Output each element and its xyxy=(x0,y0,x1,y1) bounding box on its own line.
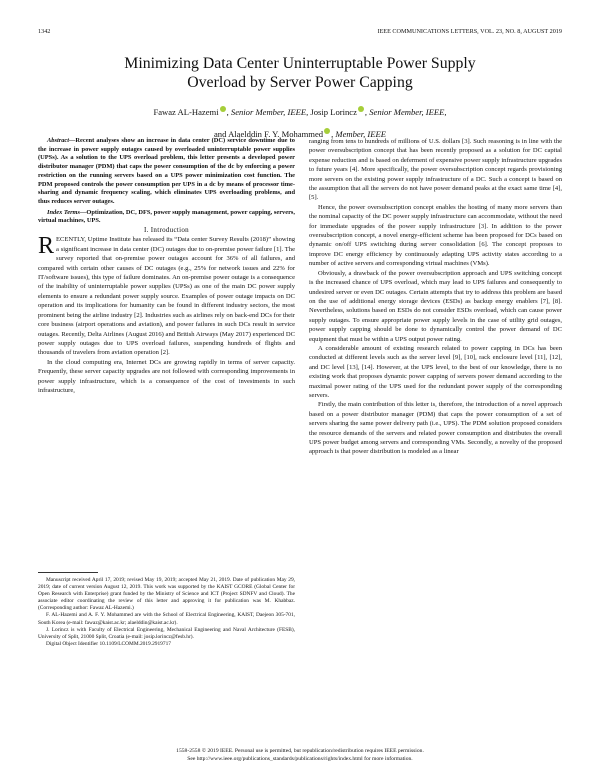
right-paragraph-4: A considerable amount of existing research related to power capping in DCs has been conducted at different levels such as the server level [9], [10], rack enclosure level [11], [12], and DC level [13], [14]. However, at the UPS level, to the best of our knowledge, there is no existing work that proposes dynamic power capping of servers power demand according to the maximal power rating of the UPS used for the redundant power supply of the corresponding servers. xyxy=(309,344,562,399)
orcid-icon[interactable] xyxy=(358,106,364,112)
footnotes xyxy=(38,577,295,648)
footnote-manuscript: Manuscript received April 17, 2019; revised May 19, 2019; accepted May 21, 2019. Date of publication May 29, 2019; date of current version August 12, 2019. This work was supported by the KAIST GCORE (Global Center for Open Research with Enterprise) grant funded by the Ministry of Science and ICT (Project SDNFV and Cloud). The associate editor coordinating the review of this letter and approving it for publication was M. Khabbaz. (Corresponding author: Fawaz AL-Hazemi.) xyxy=(38,577,295,612)
author-3-name: and Alaelddin F. Y. Mohammed xyxy=(213,129,324,139)
orcid-icon[interactable] xyxy=(324,128,330,134)
journal-name: IEEE COMMUNICATIONS LETTERS, VOL. 23, NO. 8, AUGUST 2019 xyxy=(377,28,562,35)
right-paragraph-5: Firstly, the main contribution of this letter is, therefore, the introduction of a novel approach based on a power distributor manager (PDM) that caps the power consumption of a set of servers sharing the same power delivery path (i.e., UPS). The PDM solution proposed considers the resource demands of the servers and related power consumption and distributes the overall UPS power budget among servers and corresponding VMs. Secondly, a novelty of the proposed approach is that power distribution is modeled as a linear xyxy=(309,401,562,456)
copyright-footer: 1558-2558 © 2019 IEEE. Personal use is permitted, but republication/redistribution requires IEEE permission. xyxy=(176,748,424,754)
author-line-1: Fawaz AL-Hazemi , Senior Member, IEEE, Josip Lorincz , Senior Member, IEEE, xyxy=(153,107,447,117)
page-number: 1342 xyxy=(38,28,51,35)
index-terms-label: Index Terms— xyxy=(47,208,87,216)
drop-cap: R xyxy=(38,233,55,260)
abstract-label: Abstract— xyxy=(47,137,76,144)
author-1-name: Fawaz AL-Hazemi xyxy=(153,107,219,117)
footnote-doi: Digital Object Identifier 10.1109/LCOMM.2019.2919717 xyxy=(46,640,171,647)
author-2-role: Senior Member, IEEE xyxy=(369,107,445,117)
abstract xyxy=(38,137,295,207)
right-paragraph-2: Hence, the power oversubscription concept enables the hosting of many more servers than the nominal capacity of the DC power supply infrastructure can accommodate, without the need for immediate upgrades of the power supply infrastructure [3]. In addition to the power oversubscription concept, a novel energy-efficient scheme has been proposed for DCs based on dynamic on/off UPS switching during server consolidation [6]. The concept proposes to improve DC energy efficiency by continuously adapting UPS activity states according to a number of active servers and corresponding virtual machines (VMs). xyxy=(309,203,562,268)
footnote-divider xyxy=(38,572,98,573)
intro-paragraph-1 xyxy=(38,235,295,357)
title-line-2: Overload by Server Power Capping xyxy=(187,73,413,91)
abstract-text: Recent analyses show an increase in data center (DC) service downtime due to the increase in power supply outages caused by overloaded uninterruptable power supplies (UPSs). As a solution to the UPS overload problem, this letter presents a developed power distributor manager (PDM) that caps the power consumption of the dc by enforcing a power restriction on the running servers based on a UPS power minimization cost function. The PDM proposed controls the power consumption per UPS in a dc by means of processor time-sharing and dynamic frequency scaling, which eliminates UPS overloading problems, and thus reduces server outages. xyxy=(38,137,295,205)
index-terms-text: Optimization, DC, DFS, power supply management, power capping, servers, virtual machines, UPS. xyxy=(38,208,295,225)
intro-paragraph-2: In the cloud computing era, Internet DCs are growing rapidly in terms of server capacity. Frequently, these server capacity upgrades are not followed with corresponding improvements in power supply infrastructure, which is a consequence of the cost of investments in such infrastructure, xyxy=(38,358,295,394)
rights-link-footer[interactable]: See http://www.ieee.org/publications_standards/publications/rights/index.html for more information. xyxy=(187,756,413,762)
footnote-affiliation-2: J. Lorincz is with Faculty of Electrical Engineering, Mechanical Engineering and Naval Architecture (FESB), University of Split, 21000 Split, Croatia (e-mail: josip.lorincz@fesb.hr). xyxy=(38,626,295,640)
left-column xyxy=(38,137,295,395)
author-3-role: Member, IEEE xyxy=(335,129,386,139)
paper-title xyxy=(0,55,600,92)
running-header xyxy=(38,28,562,38)
author-1-role: Senior Member, IEEE xyxy=(230,107,307,117)
title-line-1: Minimizing Data Center Uninterruptable Power Supply xyxy=(124,55,476,72)
right-column xyxy=(309,137,562,457)
intro-paragraph-1-text: ECENTLY, Uptime Institute has released its “Data center Survey Results (2018)” showing a significant increase in data center (DC) outages due to on-premise power failure [1]. The survey reported that on-premise power outages account for 36% of all failures, and compared with certain other causes of DC outages (e.g., 25% for network issues and 22% for IT/software issues), this type of failure dominates. An on-premise power outage is a consequence of the inability of uninterruptable power supplies (UPSs) as one of the main DC power supply elements to ensure a redundant power supply source. Examples of power outage impacts on DC operation and its implications for humanity can be found in different industry sectors, the most prominent being the airline industry [2]. Industries such as airlines rely on back-end DCs for their core business (airport operations and aviation), and power failures in such DCs result in service outages. Recently, Delta Airlines (August 2016) and British Airways (May 2017) experienced DC power supply outages due to UPS overload failures, suspending hundreds of flights and thousands of travelers from aviation operation [2]. xyxy=(38,236,295,357)
index-terms xyxy=(38,209,295,226)
right-paragraph-3: Obviously, a drawback of the power oversubscription approach and UPS switching concept is the increased chance of UPS overload, which may lead to UPS failures and consequently to undesired server or even DC outages. Certain attempts that try to address this problem are based on the use of additional energy storage devices (ESDs) as backup energy enablers [7], [8]. Nevertheless, solutions based on ESDs do not consider ESDs overload, which can cause power supply outages. To ensure appropriate power supply levels in the case of utility grid outages, power supply capping should be done to dynamically control the power demand of DC equipment that must be within a UPS output power rating. xyxy=(309,269,562,343)
author-line-2: and Alaelddin F. Y. Mohammed , Member, IEEE xyxy=(213,129,386,139)
footnote-affiliation-1: F. AL-Hazemi and A. F. Y. Mohammed are with the School of Electrical Engineering, KAIST, Daejeon 305-701, South Korea (e-mail: fawaz@kaist.ac.kr; alaelddin@kaist.ac.kr). xyxy=(38,612,295,626)
right-paragraph-1: ranging from tens to hundreds of millions of U.S. dollars [3]. Such reasoning is in line with the power oversubscription concept that has been recently proposed as a solution for DC capital expense reduction and is based on deferment of expensive power supply infrastructure upgrades to future years [4]. More specifically, the power oversubscription concept regards provisioning more servers on the existing power supply infrastructure of a DC. Such a concept is based on the assumption that all the servers do not have power demand peaks at the exact same time [4], [5]. xyxy=(309,138,562,202)
orcid-icon[interactable] xyxy=(220,106,226,112)
section-heading: I. Introduction xyxy=(144,226,189,235)
author-2-name: Josip Lorincz xyxy=(310,107,357,117)
